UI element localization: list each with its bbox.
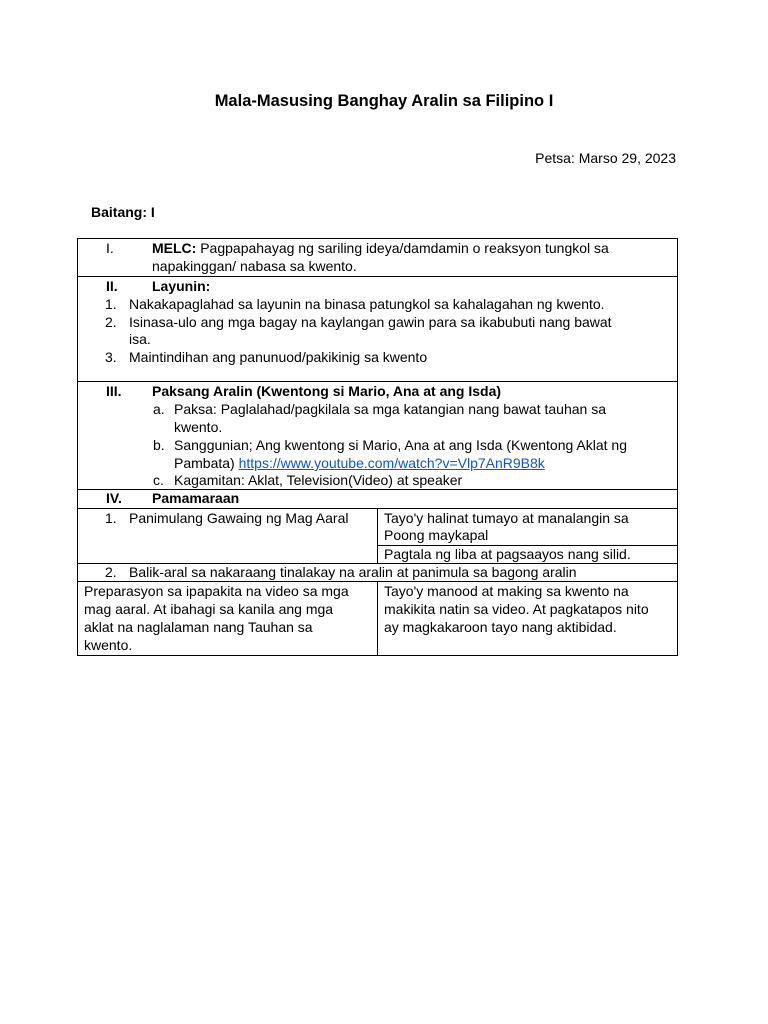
layunin-section (78, 277, 677, 382)
layunin-label: Layunin: (152, 278, 211, 294)
youtube-link[interactable]: https://www.youtube.com/watch?v=Vlp7AnR9B8k (238, 455, 545, 471)
activity-right-line: makikita natin sa video. At pagkatapos nito (384, 601, 649, 617)
activity-row (78, 582, 677, 655)
activity-left-cell (78, 582, 378, 655)
layunin-item-3-number: 3. (105, 349, 117, 365)
melc-text-1: Pagpapahayag ng sariling ideya/damdamin o reaksyon tungkol sa (200, 240, 609, 256)
lesson-plan-table (77, 238, 678, 656)
step1-right-cell (378, 509, 677, 563)
layunin-item-1-text: Nakakapaglahad sa layunin na binasa patungkol sa kahalagahan ng kwento. (129, 296, 605, 312)
layunin-item-2-text: Isinasa-ulo ang mga bagay na kaylangan gawin para sa ikabubuti nang bawat (129, 314, 612, 330)
step1-right-line-1: Tayo'y halinat tumayo at manalangin sa (384, 510, 629, 526)
step2-text: Balik-aral sa nakaraang tinalakay na aralin at panimula sa bagong aralin (129, 564, 577, 580)
paksa-a-text: Paksa: Paglalahad/pagkilala sa mga katangian nang bawat tauhan sa (174, 401, 606, 417)
step1-number: 1. (105, 510, 117, 526)
paksa-label: Paksang Aralin (Kwentong si Mario, Ana at ang Isda) (152, 383, 502, 399)
layunin-number: II. (106, 278, 118, 294)
paksa-b-letter: b. (153, 437, 165, 453)
melc-number: I. (106, 240, 114, 256)
step1-right-top (378, 509, 677, 546)
pamamaraan-header (78, 490, 677, 509)
grade-label: Baitang: I (91, 204, 155, 220)
paksa-number: III. (106, 383, 122, 399)
melc-text-2: napakinggan/ nabasa sa kwento. (152, 258, 357, 274)
activity-right-line: ay magkakaroon tayo nang aktibidad. (384, 619, 617, 635)
step2-number: 2. (105, 564, 117, 580)
step1-left-cell (78, 509, 378, 563)
layunin-item-2-number: 2. (105, 314, 117, 330)
lesson-title: Mala-Masusing Banghay Aralin sa Filipino I (214, 92, 554, 110)
activity-left-line: aklat na naglalaman nang Tauhan sa (84, 619, 313, 635)
paksa-section (78, 382, 677, 490)
layunin-item-1-number: 1. (105, 296, 117, 312)
step1-row (78, 509, 677, 564)
activity-right-line: Tayo'y manood at making sa kwento na (384, 583, 629, 599)
activity-right-cell (378, 582, 677, 655)
step2-row (78, 564, 677, 582)
layunin-item-3-text: Maintindihan ang panunuod/pakikinig sa kwento (129, 349, 428, 365)
paksa-c-text: Kagamitan: Aklat, Television(Video) at speaker (174, 472, 463, 488)
step1-right-line-2: Poong maykapal (384, 527, 489, 543)
activity-left-line: mag aaral. At ibahagi sa kanila ang mga (84, 601, 334, 617)
paksa-a-letter: a. (153, 401, 165, 417)
paksa-c-letter: c. (153, 472, 164, 488)
step1-right-bottom: Pagtala ng liba at pagsaayos nang silid. (384, 546, 631, 562)
paksa-a-text-cont: kwento. (174, 419, 223, 435)
paksa-b-text-cont: Pambata) (174, 455, 235, 471)
activity-left-line: kwento. (84, 637, 133, 653)
pamamaraan-label: Pamamaraan (152, 490, 240, 506)
paksa-b-line-2 (174, 455, 545, 472)
date-label: Petsa: Marso 29, 2023 (535, 150, 676, 166)
activity-left-line: Preparasyon sa ipapakita na video sa mga (84, 583, 349, 599)
step1-text: Panimulang Gawaing ng Mag Aaral (129, 510, 349, 526)
paksa-b-text: Sanggunian; Ang kwentong si Mario, Ana at ang Isda (Kwentong Aklat ng (174, 437, 627, 453)
melc-line-1 (152, 240, 609, 257)
pamamaraan-number: IV. (106, 490, 122, 506)
melc-section (78, 239, 677, 277)
layunin-item-2-text-cont: isa. (129, 331, 151, 347)
melc-label: MELC: (152, 240, 197, 256)
